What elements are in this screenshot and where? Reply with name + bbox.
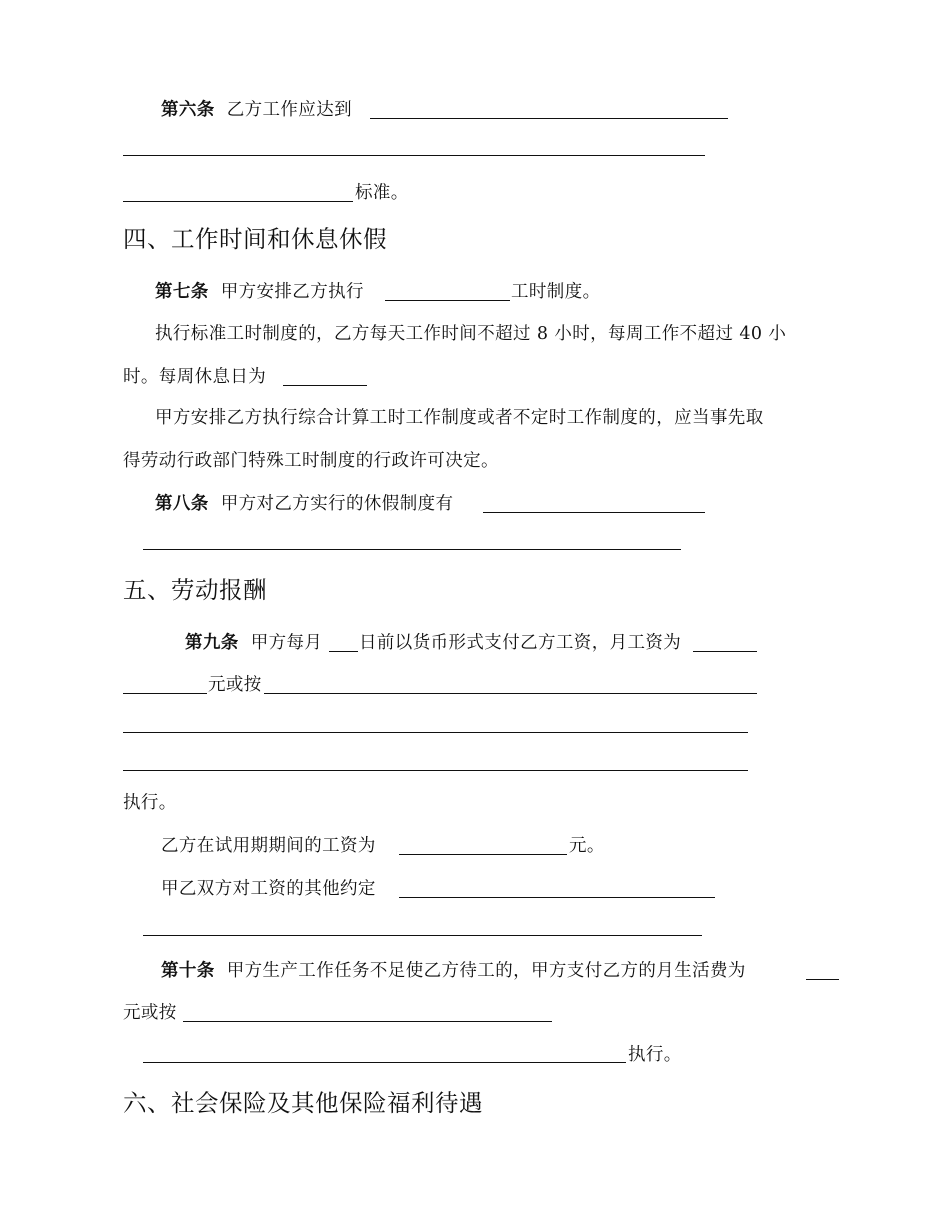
leave-system-blank-1[interactable] [483, 512, 705, 513]
article-7-para1-line1: 执行标准工时制度的，乙方每天工作时间不超过 8 小时，每周工作不超过 40 小 [155, 324, 787, 344]
article-7-line [155, 280, 364, 304]
article-7-para2-line2: 得劳动行政部门特殊工时制度的行政许可决定。 [123, 451, 499, 471]
other-wage-blank-1[interactable] [399, 897, 715, 898]
article-6-text: 乙方工作应达到 [226, 100, 353, 120]
living-allowance-basis-blank-1[interactable] [183, 1021, 552, 1022]
living-allowance-basis-blank-2[interactable] [143, 1062, 626, 1063]
weekly-rest-day-blank[interactable] [283, 385, 367, 386]
wage-basis-blank-3[interactable] [123, 770, 748, 771]
article-10-text: 甲方生产工作任务不足使乙方待工的，甲方支付乙方的月生活费为 [226, 961, 746, 981]
article-9-label: 第九条 [185, 633, 239, 653]
monthly-wage-blank-1[interactable] [693, 651, 757, 652]
article-9-text-a: 甲方每月 [250, 633, 323, 653]
other-wage-blank-2[interactable] [143, 935, 702, 936]
section-4-heading: 四、工作时间和休息休假 [123, 225, 387, 253]
monthly-wage-blank-2[interactable] [123, 693, 207, 694]
article-10-exec: 执行。 [628, 1045, 682, 1065]
article-7-text-b: 工时制度。 [511, 282, 601, 302]
trial-wage-text-b: 元。 [569, 836, 605, 856]
article-10-line [161, 959, 746, 983]
article-9-line [185, 631, 322, 655]
article-7-para1-line2: 时。每周休息日为 [123, 367, 267, 387]
article-8-label: 第八条 [155, 494, 209, 514]
article-9-text-b: 日前以货币形式支付乙方工资，月工资为 [359, 633, 682, 653]
article-6-tail: 标准。 [355, 183, 409, 203]
article-7-text-a: 甲方安排乙方执行 [220, 282, 364, 302]
wage-basis-blank-1[interactable] [264, 693, 757, 694]
article-7-label: 第七条 [155, 282, 209, 302]
wage-basis-blank-2[interactable] [123, 732, 748, 733]
pay-day-blank[interactable] [329, 651, 358, 652]
article-8-line [155, 492, 453, 516]
article-10-label: 第十条 [161, 961, 215, 981]
article-6-blank-3[interactable] [123, 201, 353, 202]
article-6-blank-2[interactable] [123, 155, 705, 156]
article-6-line [161, 98, 352, 122]
article-8-text: 甲方对乙方实行的休假制度有 [220, 494, 454, 514]
living-allowance-blank[interactable] [806, 979, 839, 980]
article-6-blank-1[interactable] [370, 118, 728, 119]
article-6-label: 第六条 [161, 100, 215, 120]
section-5-heading: 五、劳动报酬 [123, 576, 267, 604]
other-wage-text: 甲乙双方对工资的其他约定 [161, 879, 376, 899]
article-9-text-c: 元或按 [208, 675, 262, 695]
leave-system-blank-2[interactable] [143, 549, 681, 550]
article-10-text-b: 元或按 [123, 1003, 177, 1023]
article-7-para2-line1: 甲方安排乙方执行综合计算工时工作制度或者不定时工作制度的，应当事先取 [155, 408, 764, 428]
article-9-exec: 执行。 [123, 793, 177, 813]
trial-wage-text-a: 乙方在试用期期间的工资为 [161, 836, 376, 856]
trial-wage-blank[interactable] [399, 854, 567, 855]
work-hours-system-blank[interactable] [385, 300, 510, 301]
section-6-heading: 六、社会保险及其他保险福利待遇 [123, 1089, 483, 1117]
